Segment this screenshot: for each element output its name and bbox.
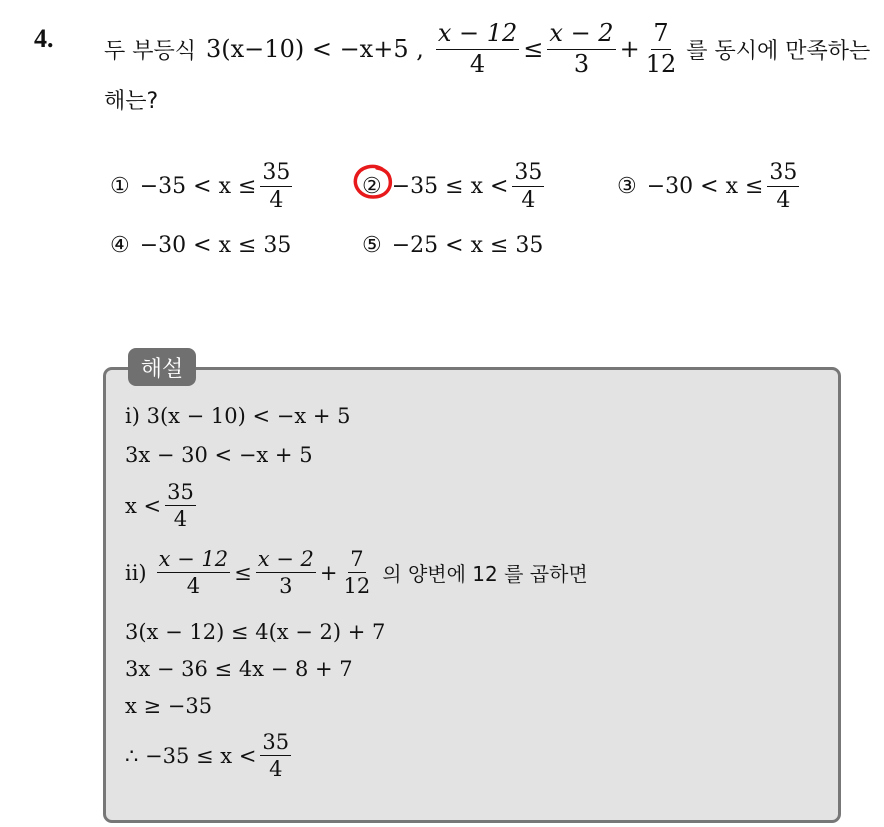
solution-line-3-den: 4: [173, 507, 188, 532]
solution-line-8-num: 35: [260, 730, 291, 756]
choice-2-text: −35 ≤ x <: [391, 174, 509, 200]
question-number: 4.: [34, 24, 54, 53]
solution-line-4-post: 의 양변에 12 를 곱하면: [382, 562, 588, 587]
choice-1-den: 4: [269, 188, 284, 214]
question-line-1: [104, 20, 870, 78]
solution-line-8: [125, 730, 295, 781]
choice-3-mark: ③: [617, 174, 637, 200]
choice-5-text: −25 < x ≤ 35: [391, 233, 544, 258]
solution-tag: 해설: [128, 348, 196, 386]
fraction-a-numerator: x − 12: [436, 20, 519, 50]
solution-line-7: x ≥ −35: [125, 694, 213, 718]
choice-5[interactable]: [362, 233, 543, 258]
fraction-c: [644, 20, 679, 78]
solution-line-4: [125, 547, 588, 598]
solution-leq: ≤: [234, 560, 252, 585]
fraction-a-denominator: 4: [469, 49, 486, 78]
solution-fb-den: 3: [279, 574, 293, 599]
solution-plus: +: [319, 560, 338, 585]
fraction-b-denominator: 3: [573, 49, 590, 78]
choice-3-num: 35: [767, 160, 799, 187]
choice-5-mark: ⑤: [362, 233, 382, 258]
selected-circle-mark: [352, 163, 396, 201]
choice-3[interactable]: [617, 160, 803, 214]
fraction-b-numerator: x − 2: [547, 20, 615, 50]
solution-line-8-pre: ∴ −35 ≤ x <: [125, 743, 257, 768]
fraction-c-numerator: 7: [651, 20, 670, 50]
solution-line-1: i) 3(x − 10) < −x + 5: [125, 404, 351, 428]
solution-fa-num: x − 12: [157, 547, 231, 573]
fraction-c-denominator: 12: [645, 49, 677, 78]
solution-line-3-pre: x <: [125, 493, 162, 518]
solution-line-6: 3x − 36 ≤ 4x − 8 + 7: [125, 657, 353, 681]
choice-3-text: −30 < x ≤: [646, 174, 764, 200]
solution-fa-den: 4: [186, 574, 201, 599]
choice-2-den: 4: [521, 188, 536, 214]
choice-4-mark: ④: [110, 233, 130, 258]
solution-fc-den: 12: [343, 574, 371, 599]
inequality-1: 3(x−10) < −x+5 ,: [206, 35, 424, 64]
solution-line-4-pre: ii): [125, 560, 147, 585]
solution-line-8-den: 4: [269, 757, 283, 782]
choice-4-text: −30 < x ≤ 35: [139, 233, 292, 258]
solution-fb-num: x − 2: [256, 547, 316, 573]
solution-line-5: 3(x − 12) ≤ 4(x − 2) + 7: [125, 620, 386, 644]
solution-fc-num: 7: [348, 547, 365, 573]
fraction-b: [547, 20, 615, 78]
plus-symbol: +: [619, 35, 640, 64]
solution-line-3: [125, 480, 200, 531]
choice-1-mark: ①: [110, 174, 130, 200]
choice-1[interactable]: [110, 160, 296, 214]
solution-line-3-num: 35: [165, 480, 196, 506]
fraction-a: [436, 20, 519, 78]
choice-2-mark: ②: [362, 174, 382, 200]
choice-3-den: 4: [776, 188, 791, 214]
choice-1-text: −35 < x ≤: [139, 174, 257, 200]
solution-line-2: 3x − 30 < −x + 5: [125, 443, 313, 467]
choice-1-num: 35: [260, 160, 292, 187]
question-line-2: 해는?: [104, 89, 159, 114]
choice-4[interactable]: [110, 233, 291, 258]
leq-symbol: ≤: [523, 35, 544, 64]
choice-2-num: 35: [512, 160, 544, 187]
question-prefix: 두 부등식: [104, 38, 197, 64]
question-suffix: 를 동시에 만족하는: [686, 38, 871, 64]
